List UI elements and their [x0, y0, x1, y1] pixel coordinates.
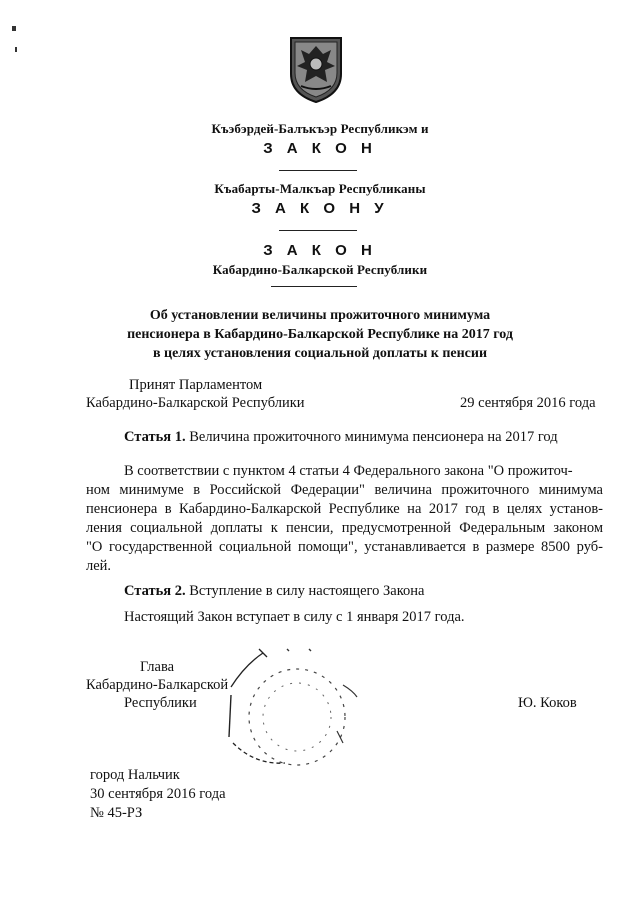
article-1-line: ления социальной доплаты к пенсии, предусмотренной Федеральным законом: [86, 520, 603, 536]
footer-date: 30 сентября 2016 года: [90, 786, 226, 802]
signature-line: Глава: [140, 659, 175, 675]
article-2-heading: [124, 583, 424, 600]
article-1-line: ном минимуме в Российской Федерации" величина прожиточного минимума: [86, 482, 603, 498]
law-title-line: в целях установления социальной доплаты к пенсии: [152, 346, 488, 361]
article-2-label: Статья 2.: [124, 583, 186, 599]
balkar-republic-name: Къабарты-Малкъар Республиканы: [214, 181, 426, 196]
russian-republic-name: Кабардино-Балкарской Республики: [212, 262, 428, 277]
kabardian-law-word: З А К О Н: [263, 140, 377, 157]
balkar-law-word: З А К О Н У: [251, 200, 389, 217]
coat-of-arms-emblem: [287, 34, 345, 104]
article-2-title: Вступление в силу настоящего Закона: [189, 583, 425, 599]
article-1-line: "О государственной социальной помощи", устанавливается в размере 8500 руб-: [86, 539, 603, 555]
signature-line: Кабардино-Балкарской: [86, 677, 229, 693]
russian-law-word: З А К О Н: [263, 242, 377, 259]
law-title-line: пенсионера в Кабардино-Балкарской Республике на 2017 год: [127, 327, 513, 342]
footer-city: город Нальчик: [90, 767, 180, 783]
law-title-line: Об установлении величины прожиточного минимума: [149, 308, 491, 323]
article-1-line: лей.: [86, 558, 112, 574]
adoption-line: Кабардино-Балкарской Республики: [86, 395, 305, 411]
margin-mark: [12, 26, 16, 31]
kabardian-republic-name: Къэбэрдей-Балъкъэр Республикэм и: [211, 121, 429, 136]
article-1-title: Величина прожиточного минимума пенсионера на 2017 год: [189, 429, 558, 445]
article-1-label: Статья 1.: [124, 429, 186, 445]
adoption-date: 29 сентября 2016 года: [460, 395, 596, 411]
header-divider: [271, 286, 357, 287]
article-1-line: В соответствии с пунктом 4 статьи 4 Федерального закона "О прожиточ-: [124, 463, 573, 479]
margin-mark: [15, 47, 17, 52]
adoption-line: Принят Парламентом: [129, 377, 263, 393]
header-divider: [279, 170, 357, 171]
footer-number: № 45-РЗ: [90, 805, 143, 821]
signatory-name: Ю. Коков: [518, 695, 577, 711]
article-1-heading: [124, 429, 558, 446]
header-divider: [279, 230, 357, 231]
article-2-text: Настоящий Закон вступает в силу с 1 января 2017 года.: [124, 609, 465, 625]
signature-line: Республики: [124, 695, 197, 711]
article-1-line: пенсионера в Кабардино-Балкарской Республике на 2017 год в целях установ-: [86, 501, 603, 517]
official-seal: [225, 645, 365, 775]
